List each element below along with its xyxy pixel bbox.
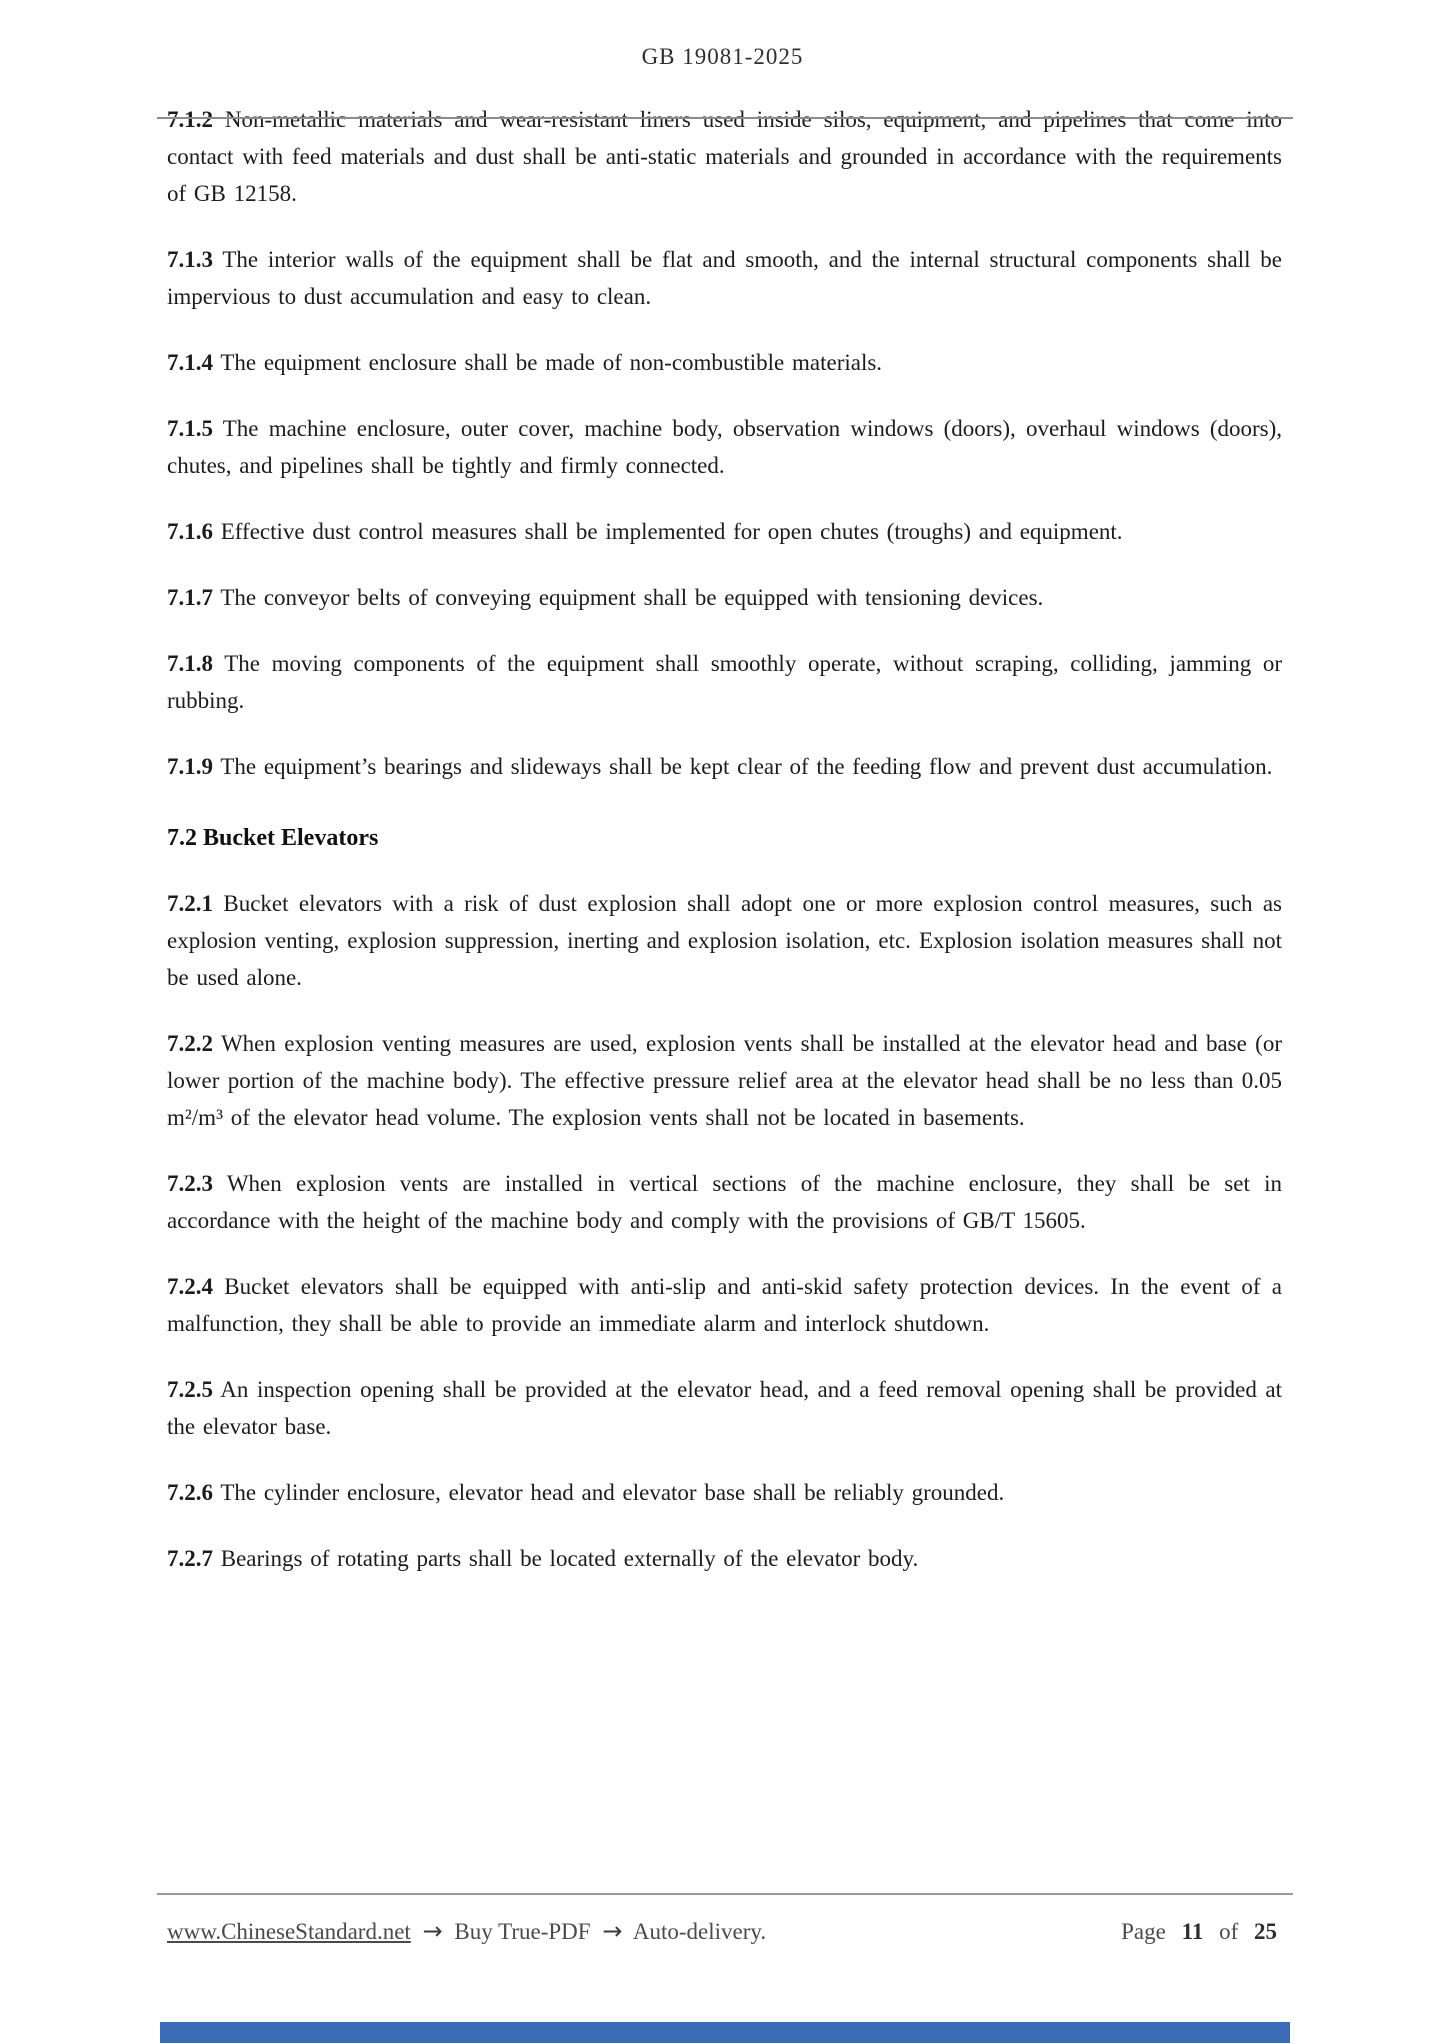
clause-number: 7.1.8: [167, 651, 213, 676]
clause-7.1.4: 7.1.4 The equipment enclosure shall be made of non-combustible materials.: [167, 350, 883, 375]
clause-number: 7.1.6: [167, 519, 213, 544]
bottom-accent-bar: [160, 2022, 1290, 2043]
footer-delivery-text: Auto-delivery.: [632, 1919, 767, 1944]
header-rule: [157, 117, 1293, 119]
of-word: of: [1219, 1919, 1239, 1944]
clause-number: 7.2.7: [167, 1546, 213, 1571]
clause-number: 7.1.3: [167, 247, 213, 272]
page-word: Page: [1121, 1919, 1166, 1944]
clause-7.1.7: 7.1.7 The conveyor belts of conveying equipment shall be equipped with tensioning devices.: [167, 585, 1044, 610]
right-arrow-icon: →: [422, 1917, 443, 1945]
clause-7.2.5: 7.2.5 An inspection opening shall be provided at the elevator head, and a feed removal opening shall be provided at the elevator base.: [167, 1377, 1282, 1439]
section-heading: 7.2 Bucket Elevators: [167, 825, 379, 851]
clause-7.2.2: 7.2.2 When explosion venting measures are used, explosion vents shall be installed at the elevator head and base (or lower portion of the machine body). The effective pressure relief area at the elevator head shall be no less than 0.05 m²/m³ of the elevator head volume. The explosion vents shall not be located in basements.: [167, 1031, 1282, 1130]
clause-number: 7.1.4: [167, 350, 213, 375]
clause-7.1.5: 7.1.5 The machine enclosure, outer cover, machine body, observation windows (doors), overhaul windows (doors), chutes, and pipelines shall be tightly and firmly connected.: [167, 416, 1282, 478]
right-arrow-icon: →: [602, 1917, 623, 1945]
clause-7.2.4: 7.2.4 Bucket elevators shall be equipped with anti-slip and anti-skid safety protection devices. In the event of a malfunction, they shall be able to provide an immediate alarm and interlock shutdown.: [167, 1274, 1282, 1336]
page-indicator: [1116, 1919, 1282, 1945]
total-pages: 25: [1254, 1919, 1277, 1944]
clause-number: 7.1.2: [167, 107, 213, 132]
clause-number: 7.2.2: [167, 1031, 213, 1056]
clause-7.2.3: 7.2.3 When explosion vents are installed in vertical sections of the machine enclosure, they shall be set in accordance with the height of the machine body and comply with the provisions of GB/T 15605.: [167, 1171, 1282, 1233]
clause-number: 7.1.5: [167, 416, 213, 441]
clause-number: 7.2.3: [167, 1171, 213, 1196]
clause-7.1.9: 7.1.9 The equipment’s bearings and slideways shall be kept clear of the feeding flow and prevent dust accumulation.: [167, 754, 1273, 779]
clause-number: 7.2.4: [167, 1274, 213, 1299]
clause-number: 7.2.6: [167, 1480, 213, 1505]
page-footer: [0, 1893, 1445, 1945]
page-number: 11: [1181, 1919, 1204, 1944]
doc-number: GB 19081-2025: [641, 44, 804, 69]
clause-7.2.1: 7.2.1 Bucket elevators with a risk of dust explosion shall adopt one or more explosion control measures, such as explosion venting, explosion suppression, inerting and explosion isolation, etc. Explosion isolation measures shall not be used alone.: [167, 891, 1282, 990]
clause-7.1.2: 7.1.2 Non-metallic materials and wear-resistant liners used inside silos, equipment, and pipelines that come into contact with feed materials and dust shall be anti-static materials and grounded in accordance with the requirements of GB 12158.: [167, 107, 1282, 206]
clause-number: 7.2.1: [167, 891, 213, 916]
footer-source-line: [167, 1917, 766, 1945]
page-header: [0, 0, 1445, 70]
clause-7.1.3: 7.1.3 The interior walls of the equipment shall be flat and smooth, and the internal structural components shall be impervious to dust accumulation and easy to clean.: [167, 247, 1282, 309]
footer-site-link[interactable]: www.ChineseStandard.net: [167, 1919, 411, 1944]
document-body: [167, 70, 1282, 1577]
clause-number: 7.1.7: [167, 585, 213, 610]
clause-number: 7.2.5: [167, 1377, 213, 1402]
clause-7.1.8: 7.1.8 The moving components of the equipment shall smoothly operate, without scraping, colliding, jamming or rubbing.: [167, 651, 1282, 713]
clause-7.2.7: 7.2.7 Bearings of rotating parts shall be located externally of the elevator body.: [167, 1546, 919, 1571]
clause-7.1.6: 7.1.6 Effective dust control measures shall be implemented for open chutes (troughs) and equipment.: [167, 519, 1123, 544]
footer-buy-text: Buy True-PDF: [454, 1919, 591, 1944]
clause-7.2.6: 7.2.6 The cylinder enclosure, elevator head and elevator base shall be reliably grounded.: [167, 1480, 1005, 1505]
clause-number: 7.1.9: [167, 754, 213, 779]
